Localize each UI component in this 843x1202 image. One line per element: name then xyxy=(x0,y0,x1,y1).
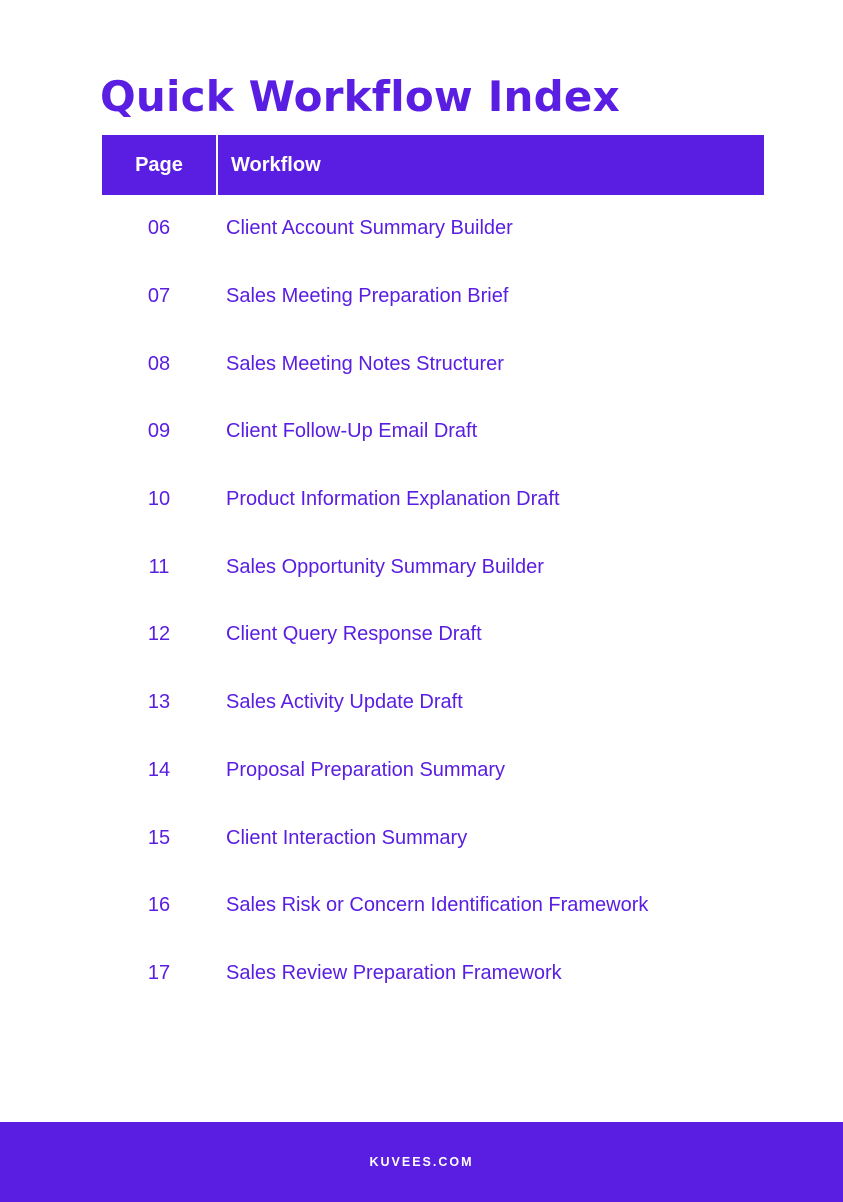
table-header xyxy=(102,135,764,195)
table-row xyxy=(102,398,764,466)
workflow-title: Client Follow-Up Email Draft xyxy=(226,420,478,443)
footer-website: KUVEES.COM xyxy=(369,1155,474,1169)
page-number: 11 xyxy=(148,555,170,578)
workflow-title: Client Account Summary Builder xyxy=(226,217,513,240)
page-number: 15 xyxy=(147,826,171,849)
table-row xyxy=(102,263,764,331)
column-header-page: Page xyxy=(102,135,218,195)
page-number: 09 xyxy=(147,420,171,443)
page-number: 16 xyxy=(147,894,171,917)
page-number: 12 xyxy=(147,623,171,646)
table-row xyxy=(102,804,764,872)
workflow-title: Client Query Response Draft xyxy=(226,623,482,646)
table-row xyxy=(102,669,764,737)
page-number: 17 xyxy=(147,961,171,984)
page-title: Quick Workflow Index xyxy=(100,72,620,121)
page-number: 10 xyxy=(147,488,171,511)
workflow-title: Client Interaction Summary xyxy=(226,826,468,849)
workflow-title: Sales Opportunity Summary Builder xyxy=(226,555,544,578)
table-row xyxy=(102,940,764,1008)
table-row xyxy=(102,737,764,805)
table-row xyxy=(102,466,764,534)
table-row xyxy=(102,533,764,601)
table-row xyxy=(102,330,764,398)
table-row xyxy=(102,195,764,263)
page-number: 14 xyxy=(147,758,171,781)
workflow-title: Product Information Explanation Draft xyxy=(226,488,560,511)
table-row xyxy=(102,872,764,940)
page-number: 07 xyxy=(147,285,171,308)
column-header-workflow: Workflow xyxy=(231,153,321,176)
workflow-title: Proposal Preparation Summary xyxy=(226,758,506,781)
workflow-title: Sales Review Preparation Framework xyxy=(226,961,562,984)
page-number: 13 xyxy=(147,691,171,714)
footer-bar xyxy=(0,1122,843,1202)
workflow-title: Sales Risk or Concern Identification Framework xyxy=(226,894,649,917)
workflow-title: Sales Activity Update Draft xyxy=(226,691,463,714)
page-number: 06 xyxy=(147,217,171,240)
workflow-title: Sales Meeting Notes Structurer xyxy=(226,352,504,375)
workflow-title: Sales Meeting Preparation Brief xyxy=(226,285,509,308)
table-body xyxy=(102,195,764,1007)
workflow-index-table xyxy=(102,135,764,1007)
table-row xyxy=(102,601,764,669)
page-number: 08 xyxy=(147,352,171,375)
